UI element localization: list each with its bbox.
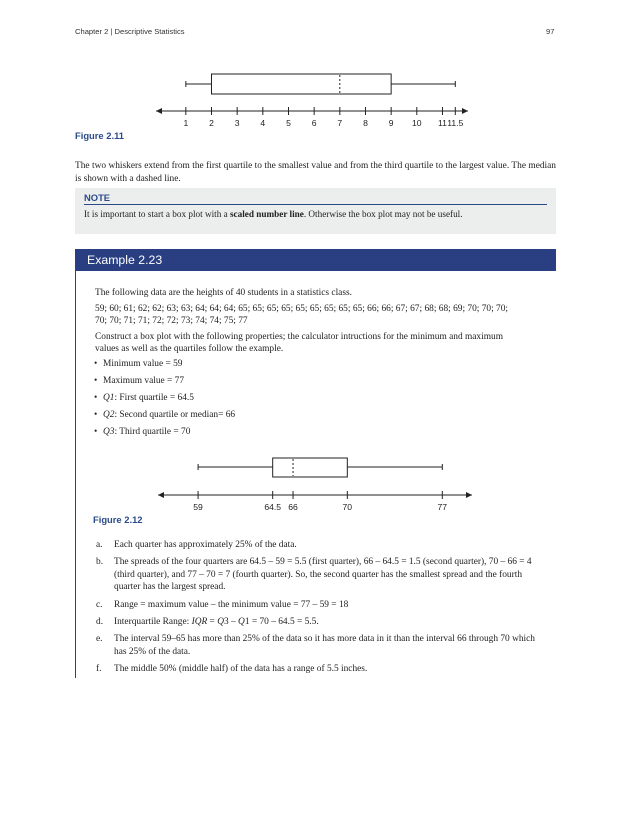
answer-text: Each quarter has approximately 25% of the data. xyxy=(114,540,297,550)
example-title: Example 2.23 xyxy=(87,253,163,267)
answer-item xyxy=(96,663,540,675)
tick-label: 2 xyxy=(209,118,214,128)
property-item: • Maximum value = 77 xyxy=(94,376,185,386)
tick-label: 77 xyxy=(437,502,448,512)
note-text: It is important to start a box plot with a scaled number line. Otherwise the box plot may not be useful. xyxy=(84,209,463,219)
intro-paragraph: The two whiskers extend from the first quartile to the smallest value and from the third quartile to the largest value. The median is shown with a dashed line. xyxy=(75,161,556,184)
tick-label: 4 xyxy=(260,118,266,128)
property-item: • Q1: First quartile = 64.5 xyxy=(94,393,194,403)
tick-label: 1 xyxy=(183,118,189,128)
example-paragraph-2-line-2: values as well as the quartiles follow the example. xyxy=(95,344,284,354)
box-plot-figure-2-11 xyxy=(150,70,480,132)
answer-text: The interval 59–65 has more than 25% of the data so it has more data in it than the interval 66 through 70 which has 25% of the data. xyxy=(114,634,535,657)
tick-label: 9 xyxy=(388,118,394,128)
note-title: NOTE xyxy=(84,192,111,203)
note-divider xyxy=(84,204,547,205)
answer-item xyxy=(96,616,540,628)
box-plot-figure-2-12 xyxy=(150,450,480,516)
arrow-right-icon xyxy=(462,108,468,114)
figure-2-11-label: Figure 2.11 xyxy=(75,130,124,141)
answer-letter: b. xyxy=(96,557,104,568)
arrow-left-icon xyxy=(158,492,164,498)
running-head: Chapter 2 | Descriptive Statistics xyxy=(75,27,185,36)
example-paragraph-1: The following data are the heights of 40 students in a statistics class. xyxy=(95,288,352,298)
property-item: • Q3: Third quartile = 70 xyxy=(94,427,191,437)
data-line-1: 59; 60; 61; 62; 62; 63; 63; 64; 64; 64; 65; 65; 65; 65; 65; 65; 65; 65; 65; 66; 66; 67; 67; 68; 68; 69; 70; 70; 70; xyxy=(95,304,509,314)
data-line-2: 70; 70; 71; 71; 72; 72; 73; 74; 74; 75; 77 xyxy=(95,316,248,326)
bullet-icon: • xyxy=(94,376,98,386)
bullet-icon: • xyxy=(94,359,98,369)
example-left-rule xyxy=(75,271,76,678)
tick-label: 70 xyxy=(342,502,353,512)
quartile-box xyxy=(211,74,391,94)
tick-label: 10 xyxy=(412,118,422,128)
answer-item xyxy=(96,599,540,611)
answer-text: The spreads of the four quarters are 64.5 – 59 = 5.5 (first quarter), 66 – 64.5 = 1.5 (second quarter), 70 – 66 = 4 (third quarter), and 77 – 70 = 7 (fourth quarter). So, the second quarter has the smallest spread and the fourth quarter has the largest spread. xyxy=(114,557,532,593)
answer-text: Interquartile Range: IQR = Q3 – Q1 = 70 – 64.5 = 5.5. xyxy=(114,617,319,628)
tick-label: 59 xyxy=(193,502,203,512)
answer-item xyxy=(96,556,540,593)
quartile-box xyxy=(273,458,348,477)
answer-letter: c. xyxy=(96,599,103,610)
example-paragraph-2-line-1: Construct a box plot with the following properties; the calculator intructions for the minimum and maximum xyxy=(95,332,503,342)
tick-label: 66 xyxy=(288,502,298,512)
answer-letter: a. xyxy=(96,540,103,550)
note-bold-phrase: scaled number line xyxy=(229,209,304,219)
tick-label: 11.5 xyxy=(447,118,464,128)
arrow-right-icon xyxy=(466,492,472,498)
answer-text: The middle 50% (middle half) of the data has a range of 5.5 inches. xyxy=(114,664,368,675)
answer-item xyxy=(96,539,540,551)
answer-text: Range = maximum value – the minimum value = 77 – 59 = 18 xyxy=(114,599,349,610)
answer-list xyxy=(96,539,540,681)
bullet-icon: • xyxy=(94,393,98,403)
tick-label: 6 xyxy=(311,118,317,128)
tick-label: 8 xyxy=(363,118,368,128)
tick-label: 3 xyxy=(234,118,240,128)
tick-label: 7 xyxy=(337,118,343,128)
note-box xyxy=(75,188,556,234)
property-item: • Minimum value = 59 xyxy=(94,359,183,369)
tick-label: 5 xyxy=(286,118,291,128)
bullet-icon: • xyxy=(94,410,98,420)
property-item: • Q2: Second quartile or median= 66 xyxy=(94,410,236,420)
answer-item xyxy=(96,633,540,658)
arrow-left-icon xyxy=(156,108,162,114)
figure-2-12-label: Figure 2.12 xyxy=(93,514,143,525)
bullet-icon: • xyxy=(94,427,98,437)
tick-label: 11 xyxy=(438,118,447,128)
properties-list xyxy=(94,358,236,443)
example-header xyxy=(75,249,556,271)
answer-letter: e. xyxy=(96,634,103,645)
answer-letter: d. xyxy=(96,617,104,628)
page-number: 97 xyxy=(546,27,555,36)
answer-letter: f. xyxy=(96,664,102,675)
tick-label: 64.5 xyxy=(264,502,282,512)
